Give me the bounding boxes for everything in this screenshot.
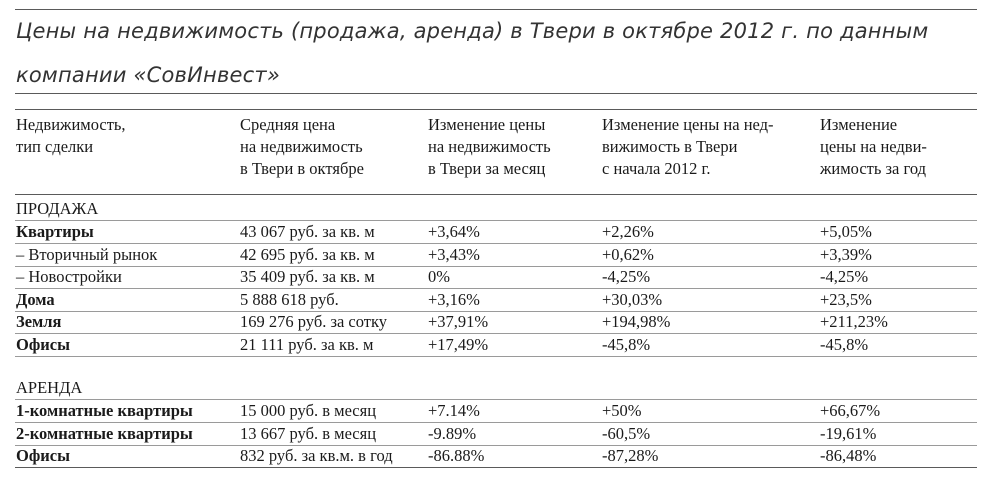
cell-property: 1-комнатные квартиры xyxy=(16,401,193,420)
section-label-rent: АРЕНДА xyxy=(16,378,83,397)
cell-property: – Новостройки xyxy=(16,267,122,286)
table-top-rule xyxy=(15,109,977,110)
cell-change-ytd: -4,25% xyxy=(602,267,651,286)
cell-change-year: +211,23% xyxy=(820,312,888,331)
table-bottom-rule xyxy=(15,467,977,468)
cell-property: Квартиры xyxy=(16,222,94,241)
cell-change-ytd: +2,26% xyxy=(602,222,654,241)
table-row xyxy=(0,266,1000,288)
cell-change-month: 0% xyxy=(428,267,450,286)
cell-change-year: +23,5% xyxy=(820,289,872,309)
table-row xyxy=(0,221,1000,243)
cell-change-ytd: +50% xyxy=(602,401,642,420)
cell-change-month: +3,64% xyxy=(428,222,480,241)
cell-change-year: +66,67% xyxy=(820,401,881,420)
title-rule xyxy=(15,93,977,94)
table-row xyxy=(0,423,1000,445)
cell-change-ytd: -45,8% xyxy=(602,334,651,354)
cell-avg-price: 42 695 руб. за кв. м xyxy=(240,244,375,264)
section-label-sale: ПРОДАЖА xyxy=(16,199,99,218)
table-row xyxy=(0,445,1000,467)
cell-change-year: -45,8% xyxy=(820,334,869,354)
cell-change-ytd: -60,5% xyxy=(602,423,651,443)
row-divider xyxy=(15,356,977,357)
cell-avg-price: 13 667 руб. в месяц xyxy=(240,423,377,443)
cell-change-ytd: +0,62% xyxy=(602,244,654,264)
cell-change-ytd: -87,28% xyxy=(602,446,659,465)
cell-change-year: -19,61% xyxy=(820,423,877,443)
header-avg-price: Средняя цена на недвижимость в Твери в октябре xyxy=(240,115,364,178)
table-row xyxy=(0,311,1000,333)
top-rule xyxy=(15,9,977,10)
cell-change-month: +3,16% xyxy=(428,289,480,309)
cell-avg-price: 5 888 618 руб. xyxy=(240,289,339,309)
title-line-1: Цены на недвижимость (продажа, аренда) в Твери в октябре 2012 г. по данным xyxy=(16,19,929,43)
cell-property: Земля xyxy=(16,312,62,331)
table-row xyxy=(0,244,1000,266)
cell-change-ytd: +194,98% xyxy=(602,312,671,331)
cell-property: Офисы xyxy=(16,446,70,465)
cell-avg-price: 43 067 руб. за кв. м xyxy=(240,222,375,241)
cell-change-year: -4,25% xyxy=(820,267,869,286)
cell-property: – Вторичный рынок xyxy=(16,244,158,264)
title-line-2: компании «СовИнвест» xyxy=(16,63,280,87)
cell-change-year: +3,39% xyxy=(820,244,872,264)
cell-property: Офисы xyxy=(16,334,70,354)
cell-avg-price: 832 руб. за кв.м. в год xyxy=(240,446,393,465)
cell-property: 2-комнатные квартиры xyxy=(16,423,193,443)
page-title xyxy=(16,14,976,102)
cell-change-month: +7.14% xyxy=(428,401,480,420)
cell-avg-price: 15 000 руб. в месяц xyxy=(240,401,377,420)
cell-change-month: +17,49% xyxy=(428,334,489,354)
cell-change-month: +3,43% xyxy=(428,244,480,264)
table-row xyxy=(0,289,1000,311)
header-change-year: Изменение цены на недви- жимость за год xyxy=(820,115,927,178)
cell-change-month: -86.88% xyxy=(428,446,485,465)
cell-property: Дома xyxy=(16,289,55,309)
header-change-month: Изменение цены на недвижимость в Твери за месяц xyxy=(428,115,551,178)
cell-avg-price: 35 409 руб. за кв. м xyxy=(240,267,375,286)
cell-change-month: -9.89% xyxy=(428,423,477,443)
cell-change-year: -86,48% xyxy=(820,446,877,465)
cell-avg-price: 21 111 руб. за кв. м xyxy=(240,334,374,354)
header-rule xyxy=(15,194,977,195)
header-property-type: Недвижимость, тип сделки xyxy=(16,115,126,156)
header-change-ytd: Изменение цены на нед- вижимость в Твери с начала 2012 г. xyxy=(602,115,774,178)
table-row xyxy=(0,334,1000,356)
cell-change-year: +5,05% xyxy=(820,222,872,241)
cell-avg-price: 169 276 руб. за сотку xyxy=(240,312,388,331)
table-row xyxy=(0,400,1000,422)
cell-change-month: +37,91% xyxy=(428,312,489,331)
cell-change-ytd: +30,03% xyxy=(602,289,663,309)
